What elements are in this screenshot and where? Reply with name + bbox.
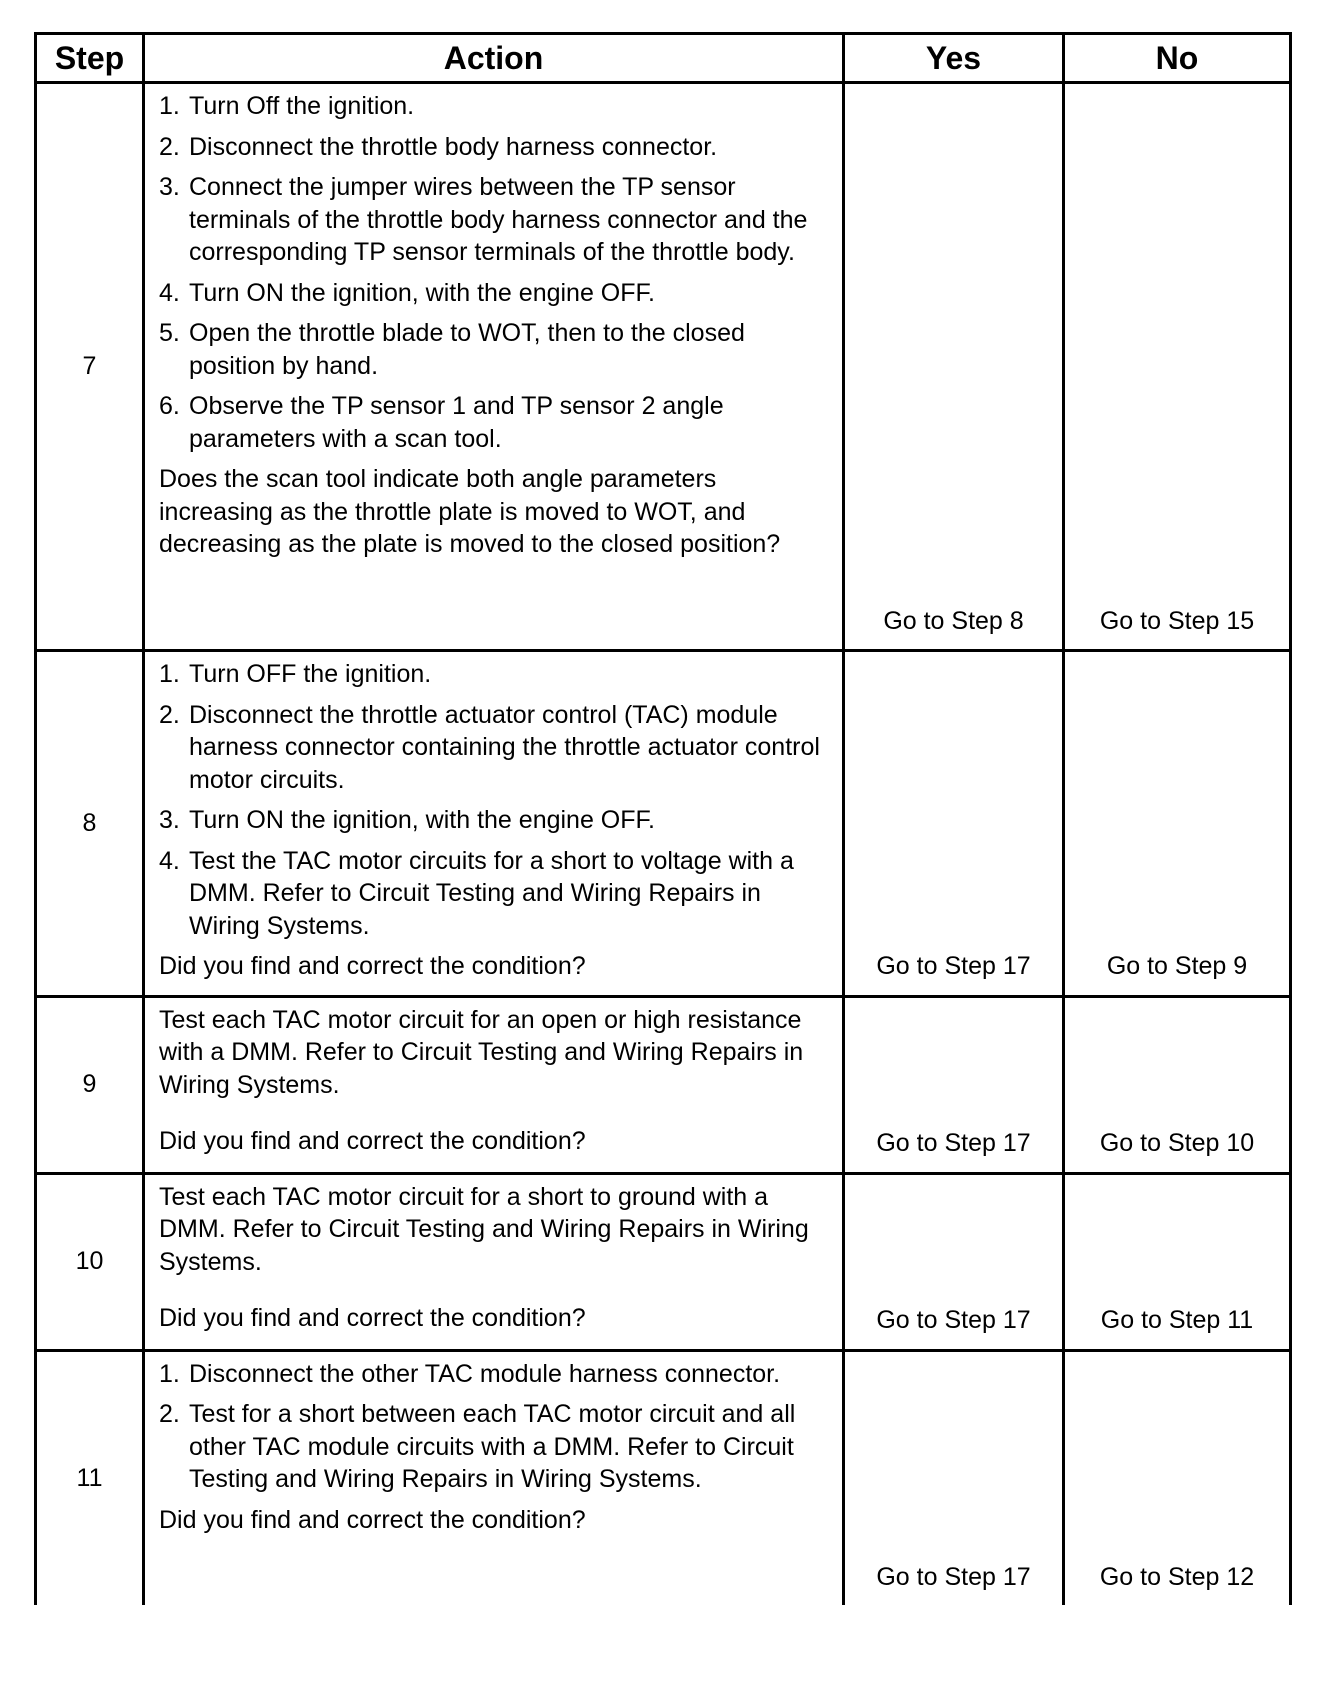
action-text: Test each TAC motor circuit for a short to ground with a DMM. Refer to Circuit Testing and Wiring Repairs in Wiring Systems. (159, 1182, 809, 1276)
table-row (36, 83, 1291, 651)
list-item-number: 4. (159, 278, 180, 307)
action-question: Did you find and correct the condition? (159, 1127, 586, 1155)
list-item-number: 5. (159, 319, 180, 347)
list-item (159, 1358, 830, 1391)
list-item (159, 277, 830, 310)
list-item (159, 317, 830, 382)
table-row (36, 1173, 1291, 1350)
action-cell (144, 1173, 844, 1350)
list-item (159, 1398, 830, 1496)
list-item (159, 804, 830, 837)
list-item (159, 658, 830, 691)
header-action: Action (144, 34, 844, 83)
list-item-number: 3. (159, 173, 180, 201)
list-item-number: 4. (159, 846, 180, 875)
list-item-number: 1. (159, 1359, 180, 1388)
yes-result: Go to Step 8 (844, 83, 1064, 651)
list-item-text: Turn ON the ignition, with the engine OFF. (189, 806, 655, 834)
header-no: No (1064, 34, 1291, 83)
step-number: 7 (36, 83, 144, 651)
list-item-text: Observe the TP sensor 1 and TP sensor 2 angle parameters with a scan tool. (189, 392, 724, 453)
list-item-number: 1. (159, 92, 180, 120)
table-row (36, 996, 1291, 1173)
action-cell (144, 651, 844, 997)
action-list (159, 90, 830, 455)
list-item (159, 390, 830, 455)
list-item-number: 1. (159, 660, 180, 688)
action-question: Did you find and correct the condition? (159, 1304, 586, 1332)
table-row (36, 651, 1291, 997)
action-question: Did you find and correct the condition? (159, 1505, 586, 1534)
list-item-text: Open the throttle blade to WOT, then to the closed position by hand. (189, 319, 745, 380)
list-item-text: Connect the jumper wires between the TP sensor terminals of the throttle body harness connector and the corresponding TP sensor terminals of the throttle body. (189, 173, 808, 266)
yes-result: Go to Step 17 (844, 1350, 1064, 1605)
action-question: Does the scan tool indicate both angle parameters increasing as the throttle plate is moved to WOT, and decreasing as the plate is moved to the closed position? (159, 465, 781, 558)
list-item-text: Disconnect the throttle actuator control (TAC) module harness connector containing the throttle actuator control motor circuits. (189, 700, 820, 794)
list-item (159, 90, 830, 123)
step-number: 11 (36, 1350, 144, 1605)
list-item-number: 3. (159, 806, 180, 834)
list-item-number: 2. (159, 132, 180, 161)
yes-result: Go to Step 17 (844, 1173, 1064, 1350)
yes-result: Go to Step 17 (844, 996, 1064, 1173)
no-result: Go to Step 9 (1064, 651, 1291, 997)
list-item-text: Test the TAC motor circuits for a short to voltage with a DMM. Refer to Circuit Testing and Wiring Repairs in Wiring Systems. (189, 846, 794, 940)
list-item (159, 171, 830, 269)
list-item-text: Test for a short between each TAC motor circuit and all other TAC module circuits with a DMM. Refer to Circuit Testing and Wiring Repairs in Wiring Systems. (189, 1400, 796, 1493)
list-item-text: Turn OFF the ignition. (189, 660, 432, 688)
list-item (159, 131, 830, 164)
step-number: 9 (36, 996, 144, 1173)
no-result: Go to Step 15 (1064, 83, 1291, 651)
table-body (36, 83, 1291, 1606)
yes-result: Go to Step 17 (844, 651, 1064, 997)
list-item-text: Turn ON the ignition, with the engine OFF. (189, 278, 655, 307)
step-number: 8 (36, 651, 144, 997)
no-result: Go to Step 10 (1064, 996, 1291, 1173)
no-result: Go to Step 12 (1064, 1350, 1291, 1605)
list-item (159, 845, 830, 943)
action-question: Did you find and correct the condition? (159, 952, 586, 980)
header-yes: Yes (844, 34, 1064, 83)
header-row (36, 34, 1291, 83)
list-item-text: Disconnect the throttle body harness connector. (189, 132, 718, 161)
list-item-number: 2. (159, 700, 180, 729)
action-cell (144, 1350, 844, 1605)
list-item-number: 6. (159, 392, 180, 420)
action-list (159, 658, 830, 942)
list-item-number: 2. (159, 1400, 180, 1428)
diagnostic-table (34, 32, 1292, 1605)
action-text: Test each TAC motor circuit for an open or high resistance with a DMM. Refer to Circuit Testing and Wiring Repairs in Wiring Systems. (159, 1005, 804, 1099)
action-cell (144, 996, 844, 1173)
step-number: 10 (36, 1173, 144, 1350)
list-item (159, 699, 830, 797)
list-item-text: Turn Off the ignition. (189, 92, 415, 120)
action-cell (144, 83, 844, 651)
header-step: Step (36, 34, 144, 83)
list-item-text: Disconnect the other TAC module harness connector. (189, 1359, 781, 1388)
no-result: Go to Step 11 (1064, 1173, 1291, 1350)
action-list (159, 1358, 830, 1496)
table-row (36, 1350, 1291, 1605)
